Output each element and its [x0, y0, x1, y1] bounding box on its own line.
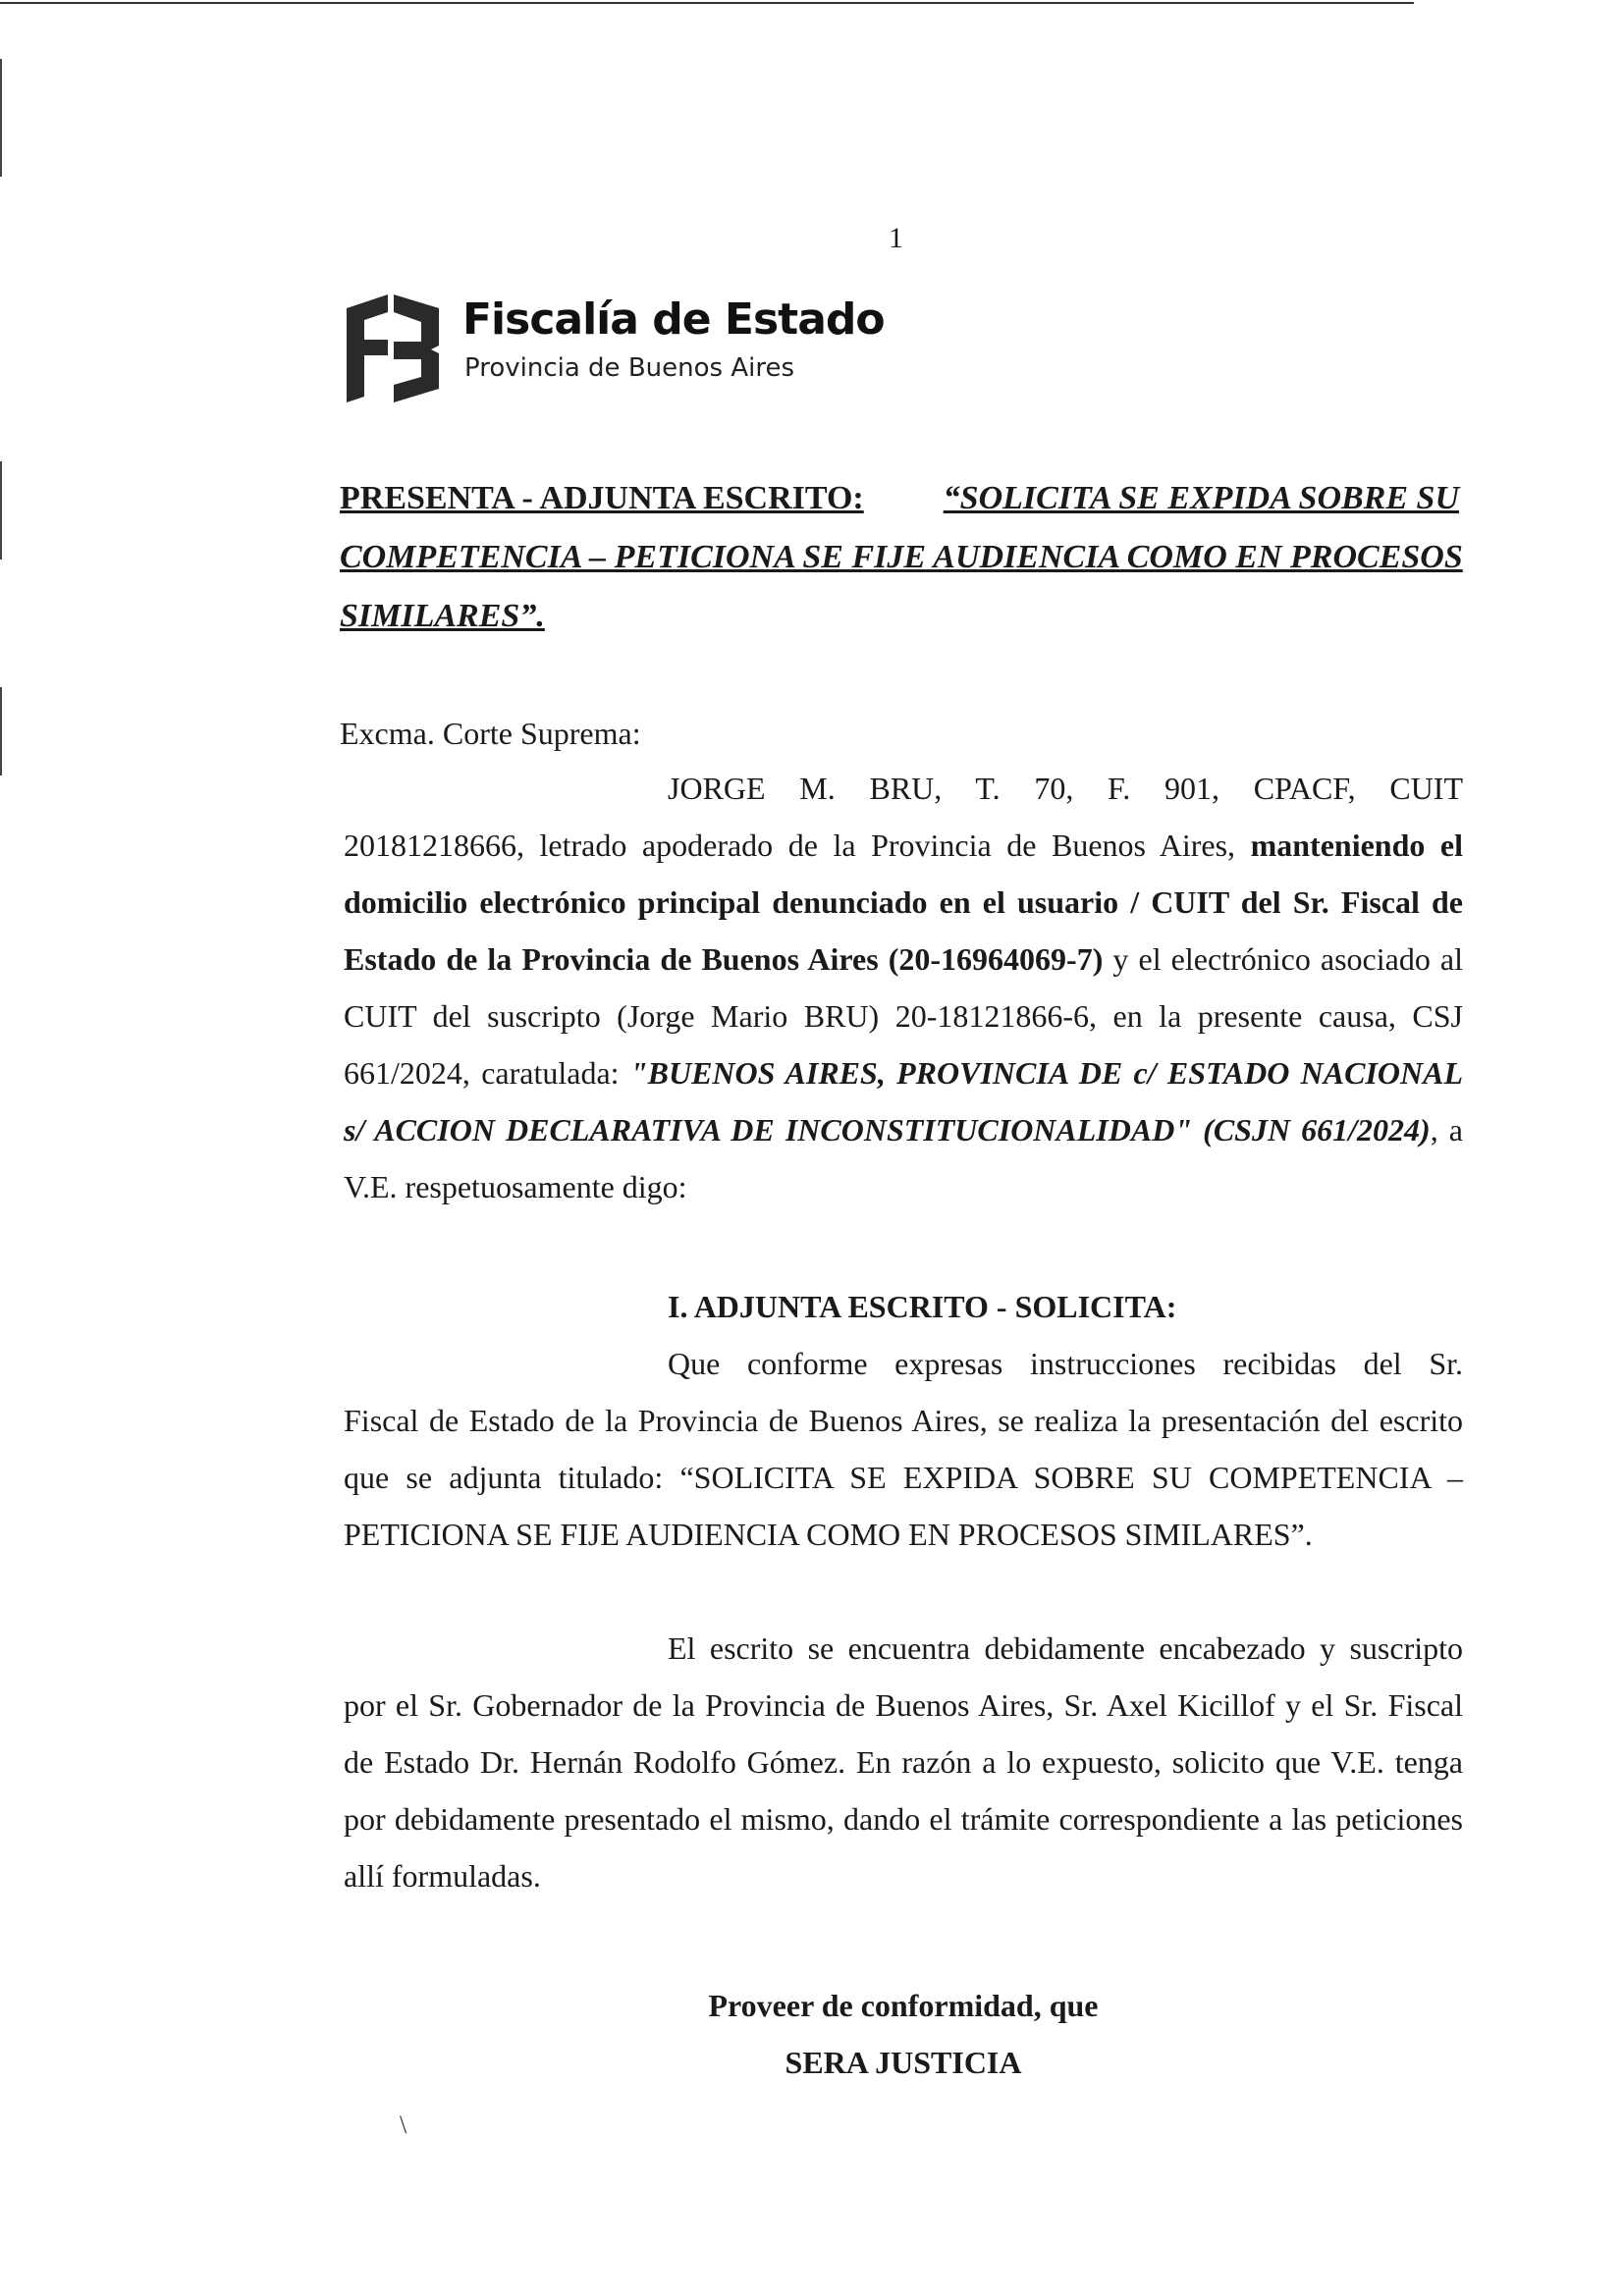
- heading-title-line: COMPETENCIA – PETICIONA SE FIJE AUDIENCIA COMO EN PROCESOS: [340, 539, 1463, 575]
- heading-label: PRESENTA - ADJUNTA ESCRITO:: [340, 480, 864, 516]
- para1-body: Fiscal de Estado de la Provincia de Buenos Aires, se realiza la presentación del escrito que se adjunta titulado: “SOLICITA SE EXPIDA SOBRE SU COMPETENCIA – PETICIONA SE FIJE AUDIENCIA COMO EN PROCESOS SIMILARES”.: [344, 1403, 1463, 1552]
- intro-domicile: manteniendo el domicilio electrónico principal denunciado en el usuario / CUIT del Sr. Fiscal de Estado de la Provincia de Buenos Aires (20-16964069-7): [344, 828, 1463, 977]
- heading-title-line: “SOLICITA SE EXPIDA SOBRE SU: [943, 480, 1459, 516]
- scan-edge-left: [0, 687, 2, 775]
- scan-edge-top: [0, 2, 1414, 4]
- para1-first-line: Que conforme expresas instrucciones recibidas del Sr.: [668, 1346, 1463, 1381]
- heading-title-line: SIMILARES”.: [340, 598, 545, 634]
- fiscalia-logo: [337, 291, 885, 408]
- closing-justicia: SERA JUSTICIA: [785, 2045, 1022, 2080]
- scan-edge-left: [0, 461, 2, 560]
- case-caption: "BUENOS AIRES, PROVINCIA DE c/ ESTADO NACIONAL s/ ACCION DECLARATIVA DE INCONSTITUCIONALIDAD" (CSJN 661/2024): [344, 1055, 1464, 1148]
- stray-mark: \: [400, 2110, 407, 2139]
- intro-text: , a V.E. respetuosamente digo:: [344, 1112, 1464, 1204]
- para2-body: por el Sr. Gobernador de la Provincia de Buenos Aires, Sr. Axel Kicillof y el Sr. Fiscal de Estado Dr. Hernán Rodolfo Gómez. En razón a lo expuesto, solicito que V.E. tenga por debidamente presentado el mismo, dando el trámite correspondiente a las peticiones allí formuladas.: [344, 1687, 1463, 1894]
- fiscalia-emblem-icon: [337, 291, 445, 404]
- logo-title: Fiscalía de Estado: [462, 294, 885, 345]
- section-title: I. ADJUNTA ESCRITO - SOLICITA:: [668, 1289, 1177, 1324]
- salutation: Excma. Corte Suprema:: [340, 716, 641, 751]
- intro-text: y el electrónico asociado al CUIT del suscripto (Jorge Mario BRU) 20-18121866-6, en la presente causa, CSJ 661/2024, caratulada:: [344, 941, 1464, 1091]
- page-number: 1: [889, 222, 903, 254]
- para2-first-line: El escrito se encuentra debidamente encabezado y suscripto: [668, 1630, 1463, 1666]
- intro-paragraph: [344, 817, 1463, 1215]
- closing-line: Proveer de conformidad, que: [708, 1988, 1099, 2023]
- document-heading: [340, 469, 1463, 646]
- intro-text: 20181218666, letrado apoderado de la Provincia de Buenos Aires,: [344, 828, 1251, 863]
- intro-first-line: JORGE M. BRU, T. 70, F. 901, CPACF, CUIT: [668, 771, 1463, 806]
- scan-edge-left: [0, 59, 2, 177]
- logo-subtitle: Provincia de Buenos Aires: [464, 353, 794, 383]
